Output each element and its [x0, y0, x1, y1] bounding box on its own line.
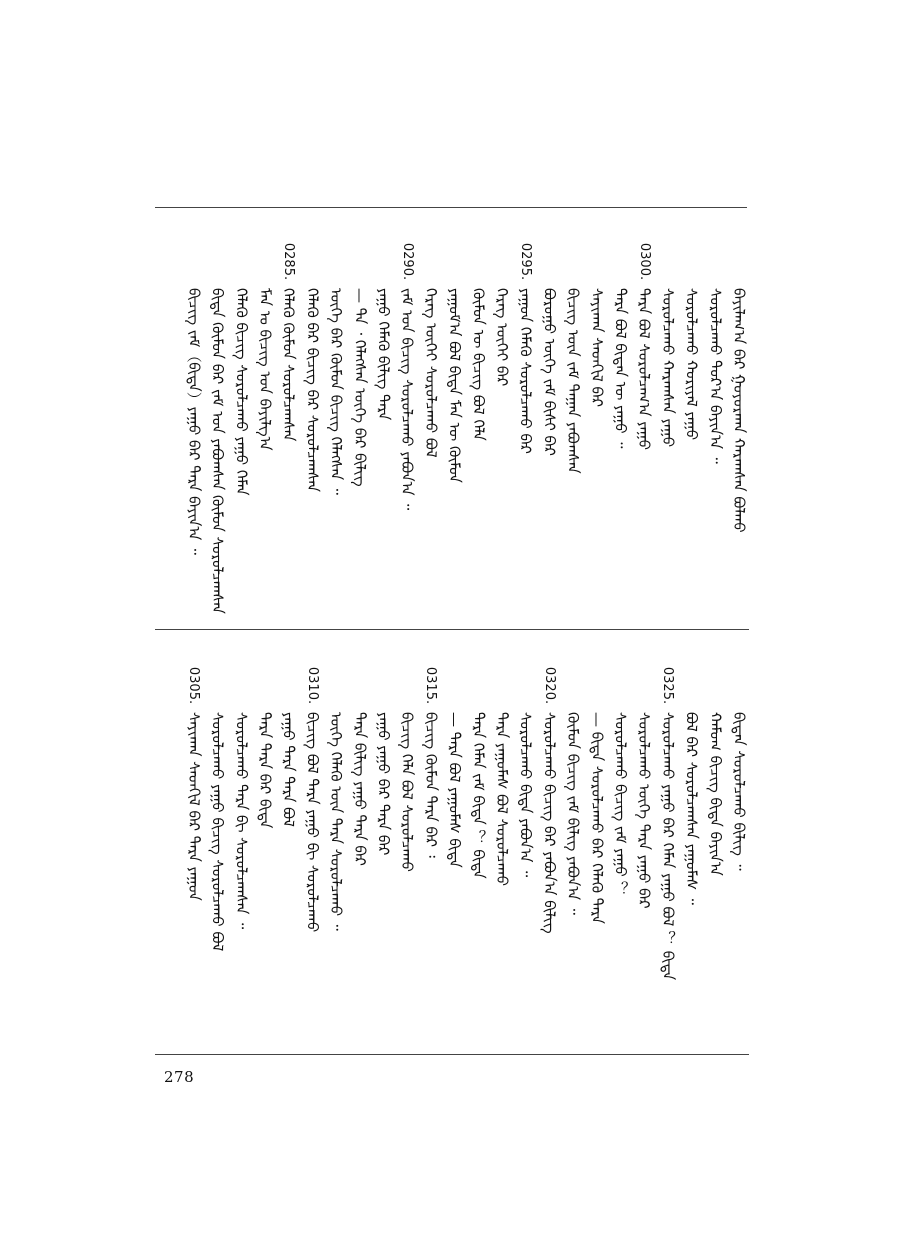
- verse-line: ᠰᠤᠷᠤᠯᠴᠠᠬᠤ ᠪᠢᠴᠢᠭ ᠪᠡᠷ ᠶᠠᠪᠤᠨ᠎ᠠ ᠪᠢᠯᠢᠭ: [540, 712, 559, 934]
- verse-column: [562, 238, 584, 618]
- verse-column: [657, 238, 679, 618]
- verse-line: ᠰᠠᠶᠢᠬᠠᠨ ᠰᠡᠳᠬᠢᠯ ᠪᠡᠷ ᠲᠡᠷᠡ ᠶᠠᠭᠤᠨ: [184, 712, 203, 901]
- verse-column: [396, 662, 418, 1042]
- verse-line: ᠰᠤᠷᠤᠯᠴᠠᠬᠤ ᠬᠠᠷᠠᠭᠰᠠᠨ ᠶᠠᠭᠤ: [658, 288, 677, 448]
- verse-column: [704, 238, 726, 618]
- verse-line: ᠬᠡᠯᠡᠬᠦ ᠪᠢᠴᠢᠭ ᠰᠤᠷᠤᠯᠴᠠᠬᠤ ᠶᠠᠭᠤ ᠬᠡᠮᠡᠨ: [232, 288, 251, 496]
- verse-line: ᠲᠡᠷᠡ ᠬᠡᠮᠡᠨ ᠵᠠᠮ ᠪᠢᠳᠡ ？ ᠪᠢᠳᠡ: [469, 712, 488, 879]
- verse-column: [491, 662, 513, 1042]
- verse-line: ᠬᠦᠮᠦᠨ ᠪᠢᠴᠢᠭ ᠵᠠᠮ ᠪᠢᠯᠢᠭ ᠶᠠᠪᠤᠨ᠎ᠠ ᠃: [564, 712, 583, 915]
- verse-column: [254, 662, 276, 1042]
- verse-line: ᠶᠠᠭᠤᠮ᠎ᠠ ᠪᠣᠯ ᠪᠢᠳᠡ ᠮᠠᠨ ᠦ ᠬᠦᠮᠦᠨ: [445, 288, 464, 483]
- verse-column: [610, 238, 632, 618]
- verse-line: ᠰᠤᠷᠤᠯᠴᠠᠬᠤ ᠦᠭᠡ ᠲᠡᠷᠡ ᠶᠠᠭᠤ ᠪᠡᠷ: [635, 712, 654, 909]
- verse-column: [633, 662, 655, 1042]
- verse-line: ᠬᠡᠯᠡᠬᠦ ᠬᠦᠮᠦᠨ ᠰᠤᠷᠤᠯᠴᠠᠭᠰᠠᠨ: [279, 288, 298, 442]
- verse-line: ᠰᠤᠷᠤᠯᠴᠠᠬᠤ ᠪᠢᠴᠢᠭ ᠵᠠᠮ ᠶᠠᠭᠤ ？: [611, 712, 630, 897]
- verse-column: [207, 662, 229, 1042]
- verse-column: [349, 662, 371, 1042]
- verse-column: [325, 662, 347, 1042]
- verse-column: [681, 662, 703, 1042]
- verse-line: ᠬᠠᠮᠤᠭ ᠪᠢᠴᠢᠭ ᠪᠢᠳᠡ ᠪᠠᠶᠢᠨ᠎ᠠ: [706, 712, 725, 876]
- verse-line: — ᠲᠡᠷᠡ ᠪᠣᠯ ᠶᠠᠭᠤᠮᠠᠰ ᠪᠢᠳᠡ: [445, 712, 464, 868]
- verse-line: ᠲᠡᠷᠡ ᠲᠡᠷᠡ ᠪᠡᠷ ᠪᠢᠳᠡ: [256, 712, 274, 829]
- verse-column: [491, 238, 513, 618]
- verse-line: ᠪᠣᠯ ᠪᠡᠷ ᠰᠤᠷᠤᠯᠴᠠᠭᠰᠠᠨ ᠶᠠᠭᠤᠮᠠᠰ ᠃: [682, 712, 701, 905]
- verse-line: ᠪᠢᠴᠢᠭ ᠦᠨ ᠵᠠᠮ ᠳᠠᠭᠠᠨ ᠶᠠᠪᠤᠭᠰᠠᠨ: [564, 288, 583, 474]
- verse-column: [704, 662, 726, 1042]
- verse-line: ᠬᠡᠷᠡᠭ ᠦᠭᠡᠢ ᠰᠤᠷᠤᠯᠴᠠᠬᠤ ᠪᠣᠯ: [421, 288, 440, 458]
- line-number: [538, 662, 560, 708]
- verse-column: [254, 238, 276, 618]
- verse-line: — ᠲᠡ ᠂ ᠬᠡᠯᠡᠭᠰᠡᠨ ᠦᠭᠡ ᠪᠡᠷ ᠪᠢᠯᠢᠭ: [350, 288, 369, 487]
- verse-line: ᠲᠡᠷᠡ ᠪᠣᠯ ᠪᠢᠳᠡᠨ ᠦ ᠶᠠᠭᠤ ᠃: [611, 288, 630, 449]
- line-number-label: 0320.: [541, 666, 557, 704]
- verse-line: ᠪᠢᠳᠡᠨ ᠰᠤᠷᠤᠯᠴᠠᠬᠤ ᠪᠢᠯᠢᠭ ᠃: [730, 712, 748, 871]
- verse-line: ᠪᠢᠴᠢᠭ ᠵᠠᠮ（ᠪᠢᠳᠡ）ᠶᠠᠭᠤ ᠪᠡᠷ ᠲᠡᠷᠡ ᠪᠠᠶᠢᠨ᠎ᠠ ᠃: [184, 288, 203, 555]
- verse-line: ᠬᠡᠯᠡᠬᠦ ᠪᠡᠷ ᠪᠢᠴᠢᠭ ᠪᠡᠷ ᠰᠤᠷᠤᠯᠴᠠᠭᠰᠠᠨ: [303, 288, 322, 493]
- verse-column: [420, 662, 442, 1042]
- verse-column: [278, 662, 300, 1042]
- verse-column: [301, 238, 323, 618]
- verse-line: ᠶᠠᠭᠤ ᠶᠠᠭᠤ ᠪᠡᠷ ᠲᠡᠷᠡ ᠪᠡᠷ: [374, 712, 393, 856]
- verse-line: — ᠪᠢᠳᠡ ᠰᠤᠷᠤᠯᠴᠠᠬᠤ ᠪᠡᠷ ᠬᠡᠯᠡᠬᠦ ᠲᠡᠷᠡ: [587, 712, 606, 924]
- line-number-label: 0295.: [518, 242, 534, 280]
- line-number: [301, 662, 323, 708]
- verse-column: [301, 662, 323, 1042]
- verse-column: [230, 238, 252, 618]
- verse-line: ᠰᠠᠶᠢᠬᠠᠨ ᠰᠡᠳᠬᠢᠯ ᠪᠡᠷ: [587, 288, 606, 407]
- middle-rule: [155, 629, 749, 630]
- line-number-label: 0310.: [304, 666, 320, 704]
- verse-column: [467, 662, 489, 1042]
- verse-column: [278, 238, 300, 618]
- bottom-rule: [155, 1054, 749, 1055]
- verse-line: ᠦᠭᠡ ᠬᠡᠯᠡᠬᠦ ᠦᠨ ᠲᠡᠷᠡ ᠰᠤᠷᠤᠯᠴᠠᠬᠤ ᠃: [327, 712, 346, 931]
- verse-line: ᠰᠤᠷᠤᠯᠴᠠᠬᠤ ᠬᠤᠷᠢᠶᠠᠯ ᠶᠠᠭᠤ: [682, 288, 701, 441]
- verse-line: ᠰᠤᠷᠤᠯᠴᠠᠬᠤ ᠳᠤᠷ᠎ᠠ ᠪᠠᠶᠢᠨ᠎ᠠ ᠃: [706, 288, 725, 464]
- verse-column: [610, 662, 632, 1042]
- verse-column: [420, 238, 442, 618]
- verse-column: [230, 662, 252, 1042]
- verse-column: [325, 238, 347, 618]
- verse-line: ᠪᠢᠴᠢᠭ ᠪᠣᠯ ᠲᠡᠷᠡ ᠶᠠᠭᠤ ᠪᠢ ᠰᠤᠷᠤᠯᠴᠠᠬᠤ: [303, 712, 322, 933]
- verse-column: [681, 238, 703, 618]
- verse-column: [562, 662, 584, 1042]
- verse-line: ᠦᠭᠡ ᠪᠡᠷ ᠬᠦᠮᠦᠨ ᠪᠢᠴᠢᠭ ᠬᠡᠯᠡᠭᠰᠡᠨ ᠃: [327, 288, 346, 495]
- verse-line: ᠶᠠᠭᠤ ᠬᠡᠮᠡᠬᠦ ᠪᠢᠯᠢᠭ ᠲᠡᠷᠡ: [374, 288, 393, 421]
- verse-line: ᠮᠠᠨ ᠤ ᠪᠢᠴᠢᠭ ᠤᠨ ᠪᠠᠶᠢᠯᠭ᠎ᠠ: [256, 288, 274, 451]
- verse-line: ᠲᠡᠷᠡ ᠪᠢᠯᠢᠭ ᠶᠠᠭᠤ ᠲᠡᠷᠡ ᠪᠡᠷ: [350, 712, 369, 866]
- verse-column: [538, 238, 560, 618]
- verse-column: [728, 238, 750, 618]
- line-number: [396, 238, 418, 284]
- page-number: 278: [164, 1068, 195, 1086]
- verse-line: ᠰᠤᠷᠤᠯᠴᠠᠬᠤ ᠶᠠᠭᠤ ᠪᠢᠴᠢᠭ ᠰᠤᠷᠤᠯᠴᠠᠬᠤ ᠪᠣᠯ: [208, 712, 227, 952]
- verse-column: [396, 238, 418, 618]
- verse-column: [444, 662, 466, 1042]
- line-number-label: 0315.: [423, 666, 439, 704]
- verse-column: [349, 238, 371, 618]
- line-number-label: 0300.: [636, 242, 652, 280]
- verse-column: [444, 238, 466, 618]
- verse-line: ᠪᠠᠶᠢᠯᠠᠭ᠎ᠠ ᠪᠡᠷ ᠭᠤᠶᠤᠷᠬᠠᠨ ᠬᠠᠷᠠᠭᠰᠠᠨ ᠪᠤᠯᠬᠤ: [730, 288, 748, 533]
- top-rule: [155, 207, 747, 208]
- line-number: [657, 662, 679, 708]
- verse-column: [515, 238, 537, 618]
- verse-column: [373, 238, 395, 618]
- line-number: [515, 238, 537, 284]
- verse-column: [657, 662, 679, 1042]
- verse-line: ᠲᠡᠷᠡ ᠶᠠᠭᠤᠮᠠᠰ ᠪᠣᠯ ᠰᠤᠷᠤᠯᠴᠠᠬᠤ: [493, 712, 511, 886]
- verse-column: [207, 238, 229, 618]
- verse-column: [183, 238, 205, 618]
- verse-line: ᠪᠢᠳᠡ ᠬᠦᠮᠦᠨ ᠪᠡᠷ ᠵᠠᠮ ᠤᠨ ᠶᠠᠪᠤᠭᠰᠠᠨ ᠬᠦᠮᠦᠨ ᠰᠤᠷᠤᠯᠴᠠᠭᠰᠠᠨ: [208, 288, 227, 614]
- verse-line: ᠰᠤᠷᠤᠯᠴᠠᠬᠤ ᠶᠠᠭᠤ ᠪᠡᠷ ᠬᠡᠮᠡᠨ ᠶᠠᠭᠤ ᠪᠣᠯ ？ ᠪᠢᠳᠡ: [658, 712, 677, 981]
- line-number: [183, 662, 205, 708]
- verse-column: [373, 662, 395, 1042]
- line-number: [633, 238, 655, 284]
- verse-line: ᠶᠠᠭᠤᠨ ᠬᠡᠮᠡᠬᠦ ᠰᠤᠷᠤᠯᠴᠠᠬᠤ ᠪᠡᠷ: [516, 288, 535, 454]
- verse-line: ᠪᠢᠴᠢᠭ ᠬᠦᠮᠦᠨ ᠲᠡᠷᠡ ᠪᠡᠷ ᠄: [421, 712, 440, 858]
- verse-column: [586, 238, 608, 618]
- line-number-label: 0305.: [186, 666, 202, 704]
- verse-line: ᠲᠡᠷᠡ ᠪᠣᠯ ᠰᠤᠷᠤᠯᠴᠠᠭ᠎ᠠ ᠶᠠᠭᠤ: [635, 288, 654, 450]
- verse-column: [515, 662, 537, 1042]
- verse-column: [183, 662, 205, 1042]
- verse-column: [538, 662, 560, 1042]
- verse-column: [633, 238, 655, 618]
- verse-column: [728, 662, 750, 1042]
- verse-line: ᠵᠠᠮ ᠤᠨ ᠪᠢᠴᠢᠭ ᠰᠤᠷᠤᠯᠴᠠᠬᠤ ᠶᠠᠪᠤᠨ᠎ᠠ ᠃: [398, 288, 417, 511]
- line-number: [420, 662, 442, 708]
- verse-line: ᠬᠦᠮᠦᠨ ᠦ ᠪᠢᠴᠢᠭ ᠪᠣᠯ ᠬᠡᠯᠡ: [469, 288, 488, 441]
- line-number-label: 0285.: [281, 242, 297, 280]
- line-number: [278, 238, 300, 284]
- verse-line: ᠰᠤᠷᠤᠯᠴᠠᠬᠤ ᠲᠡᠷᠡ ᠪᠢ ᠰᠤᠷᠤᠯᠴᠠᠭᠰᠠᠨ ᠃: [232, 712, 251, 930]
- verse-column: [586, 662, 608, 1042]
- verse-line: ᠬᠡᠷᠡᠭ ᠦᠭᠡᠢ ᠪᠡᠷ: [493, 288, 511, 387]
- verse-line: ᠰᠤᠷᠤᠯᠴᠠᠬᠤ ᠪᠢᠳᠡ ᠶᠠᠪᠤᠨ᠎ᠠ ᠃: [516, 712, 535, 878]
- verse-column: [467, 238, 489, 618]
- line-number-label: 0325.: [660, 666, 676, 704]
- verse-line: ᠪᠢᠴᠢᠭ ᠬᠡᠯᠡ ᠪᠣᠯ ᠰᠤᠷᠤᠯᠴᠠᠬᠤ: [398, 712, 417, 872]
- verse-line: ᠪᠤᠷᠤᠭᠤ ᠦᠭᠡ ᠵᠠᠮ ᠪᠢᠰᠢ ᠪᠡᠷ: [540, 288, 559, 456]
- line-number-label: 0290.: [399, 242, 415, 280]
- verse-line: ᠶᠠᠭᠤ ᠲᠡᠷᠡ ᠲᠡᠷᠡ ᠪᠣᠯ: [279, 712, 298, 827]
